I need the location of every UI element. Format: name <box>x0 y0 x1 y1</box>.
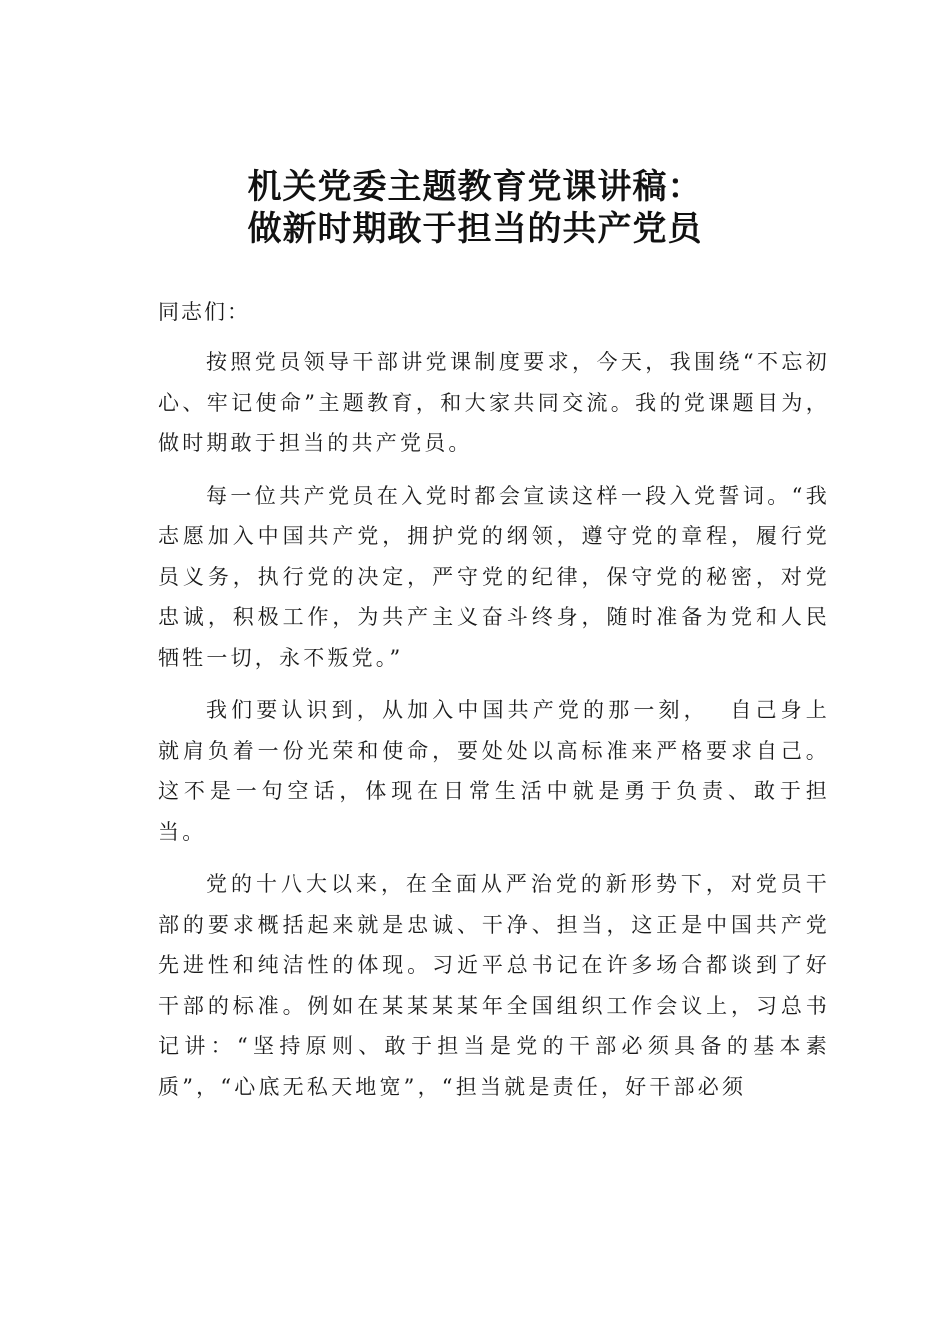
title-line-2: 做新时期敢于担当的共产党员 <box>247 209 703 249</box>
greeting: 同志们： <box>158 300 250 324</box>
document-title <box>0 166 950 250</box>
paragraph-4: 党的十八大以来，在全面从严治党的新形势下，对党员干部的要求概括起来就是忠诚、干净、担当，这正是中国共产党先进性和纯洁性的体现。习近平总书记在许多场合都谈到了好干部的标准。例如在某某某某年全国组织工作会议上，习总书记讲：“坚持原则、敢于担当是党的干部必须具备的基本素质”，“心底无私天地宽”，“担当就是责任，好干部必须 <box>158 872 830 1099</box>
document-body <box>158 292 830 1119</box>
paragraph-3: 我们要认识到，从加入中国共产党的那一刻， 自己身上就肩负着一份光荣和使命，要处处以高标准来严格要求自己。这不是一句空话，体现在日常生活中就是勇于负责、敢于担当。 <box>158 698 830 844</box>
paragraph-2: 每一位共产党员在入党时都会宣读这样一段入党誓词。“我志愿加入中国共产党，拥护党的纲领，遵守党的章程，履行党员义务，执行党的决定，严守党的纪律，保守党的秘密，对党忠诚，积极工作，为共产主义奋斗终身，随时准备为党和人民牺牲一切，永不叛党。” <box>158 483 830 670</box>
paragraph-1: 按照党员领导干部讲党课制度要求，今天，我围绕“不忘初心、牢记使命”主题教育，和大家共同交流。我的党课题目为，做时期敢于担当的共产党员。 <box>158 350 830 455</box>
title-line-1: 机关党委主题教育党课讲稿： <box>247 167 703 207</box>
